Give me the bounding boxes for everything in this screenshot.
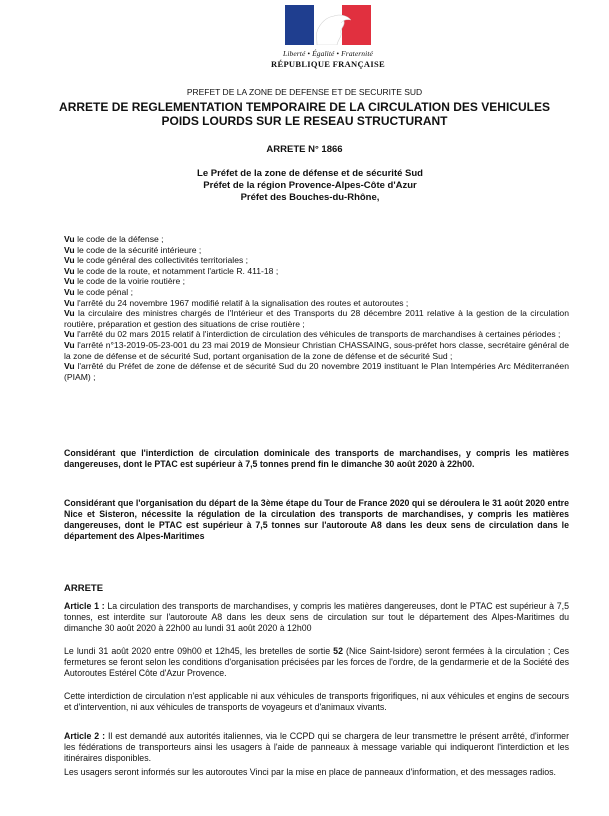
marianne-profile-icon — [303, 11, 353, 45]
marianne-flag-icon — [285, 5, 371, 45]
visa-item: Vu l'arrêté du 02 mars 2015 relatif à l'interdiction de circulation des véhicules de transports de marchandises à certaines périodes ; — [64, 329, 561, 340]
visa-item: Vu le code de la sécurité intérieure ; — [64, 244, 202, 255]
article-1-label: Article 1 : — [64, 601, 105, 611]
republique-francaise-logo — [268, 5, 388, 69]
considerant-paragraph: Considérant que l'interdiction de circulation dominicale des transports de marchandises, y compris les matières dangereuses, dont le PTAC est supérieur à 7,5 tonnes prend fin le dimanche 30 août 2020 à 22h00. — [64, 448, 569, 469]
visa-item: Vu la circulaire des ministres chargés de l'Intérieur et des Transports du 28 décembre 2011 relative à la gestion de la circulation routière, préparation et gestion des situations de crise routière ; — [64, 308, 569, 329]
republic-motto: Liberté • Égalité • Fraternité — [283, 49, 373, 58]
title-line-1: ARRETE DE REGLEMENTATION TEMPORAIRE DE LA CIRCULATION DES VEHICULES — [59, 100, 550, 114]
article-1-paragraph-3: Cette interdiction de circulation n'est applicable ni aux véhicules de transports frigorifiques, ni aux véhicules et engins de secours et d'intervention, ni aux véhicules de transports de voyageurs et d'animaux vivants. — [64, 691, 569, 713]
prefet-line-2: Préfet de la région Provence-Alpes-Côte d'Azur — [203, 180, 417, 191]
visa-item: Vu le code pénal ; — [64, 286, 133, 297]
arrete-number: ARRETE N° 1866 — [266, 144, 343, 155]
article-1: Article 1 : La circulation des transports de marchandises, y compris les matières dangereuses, dont le PTAC est supérieur à 7,5 tonnes, est interdite sur l'autoroute A8 dans les deux sens de circulation sur tout le département des Alpes-Maritimes du dimanche 30 août 2020 à 22h00 au lundi 31 août 2020 à 12h00 — [64, 601, 570, 634]
article-2-paragraph-2: Les usagers seront informés sur les autoroutes Vinci par la mise en place de panneaux d'information, et des messages radios. — [64, 767, 556, 777]
prefet-line-3: Préfet des Bouches-du-Rhône, — [240, 192, 380, 203]
visa-item: Vu le code de la route, et notamment l'article R. 411-18 ; — [64, 265, 279, 276]
prefet-line-1: Le Préfet de la zone de défense et de sécurité Sud — [197, 168, 423, 179]
article-1-paragraph-2: Le lundi 31 août 2020 entre 09h00 et 12h45, les bretelles de sortie 52 (Nice Saint-Isidore) seront fermées à la circulation ; Ces fermetures se feront selon les conditions d'organisation précisées par les forces de l'ordre, de la gendarmerie et de la Société des Autoroutes Estérel Côte d'Azur Provence. — [64, 646, 569, 679]
arrete-heading: ARRETE — [64, 583, 104, 594]
visa-item: Vu l'arrêté n°13-2019-05-23-001 du 23 mai 2019 de Monsieur Christian CHASSAING, sous-préfet hors classe, secrétaire général de la zone de défense et de sécurité Sud, portant organisation de la zone de défense et de sécurité Sud ; — [64, 339, 569, 361]
visa-item: Vu l'arrêté du 24 novembre 1967 modifié relatif à la signalisation des routes et autoroutes ; — [64, 297, 409, 308]
visa-item: Vu le code de la voirie routière ; — [64, 276, 186, 287]
article-2-label: Article 2 : — [64, 731, 106, 741]
issuing-authority: PREFET DE LA ZONE DE DEFENSE ET DE SECURITE SUD — [186, 87, 423, 97]
republique-francaise-label: RÉPUBLIQUE FRANÇAISE — [271, 59, 385, 69]
title-line-2: POIDS LOURDS SUR LE RESEAU STRUCTURANT — [161, 114, 448, 128]
document-title — [40, 100, 569, 128]
visas-list — [64, 234, 569, 382]
considerant-paragraph: Considérant que l'organisation du départ de la 3ème étape du Tour de France 2020 qui se déroulera le 31 août 2020 entre Nice et Sisteron, nécessite la régulation de la circulation des transports de marchandises, y compris les matières dangereuses, dont le PTAC est supérieur à 7,5 tonnes sur l'autoroute A8 dans les deux sens de circulation dans le département des Alpes-Maritimes — [64, 498, 569, 541]
visa-item: Vu l'arrêté du Préfet de zone de défense et de sécurité Sud du 20 novembre 2019 instituant le Plan Intempéries Arc Méditerranéen (PIAM) ; — [64, 361, 569, 382]
visa-item: Vu le code de la défense ; — [64, 234, 164, 244]
article-2: Article 2 : Il est demandé aux autorités italiennes, via le CCPD qui se chargera de leur transmettre le présent arrêté, d'informer les fédérations de transporteurs ainsi les usagers à l'aide de panneaux à message variable qui indiqueront l'interdiction et les itinéraires disponibles. — [64, 731, 569, 764]
prefet-signatory-block — [180, 168, 440, 204]
visa-item: Vu le code général des collectivités territoriales ; — [64, 255, 249, 266]
